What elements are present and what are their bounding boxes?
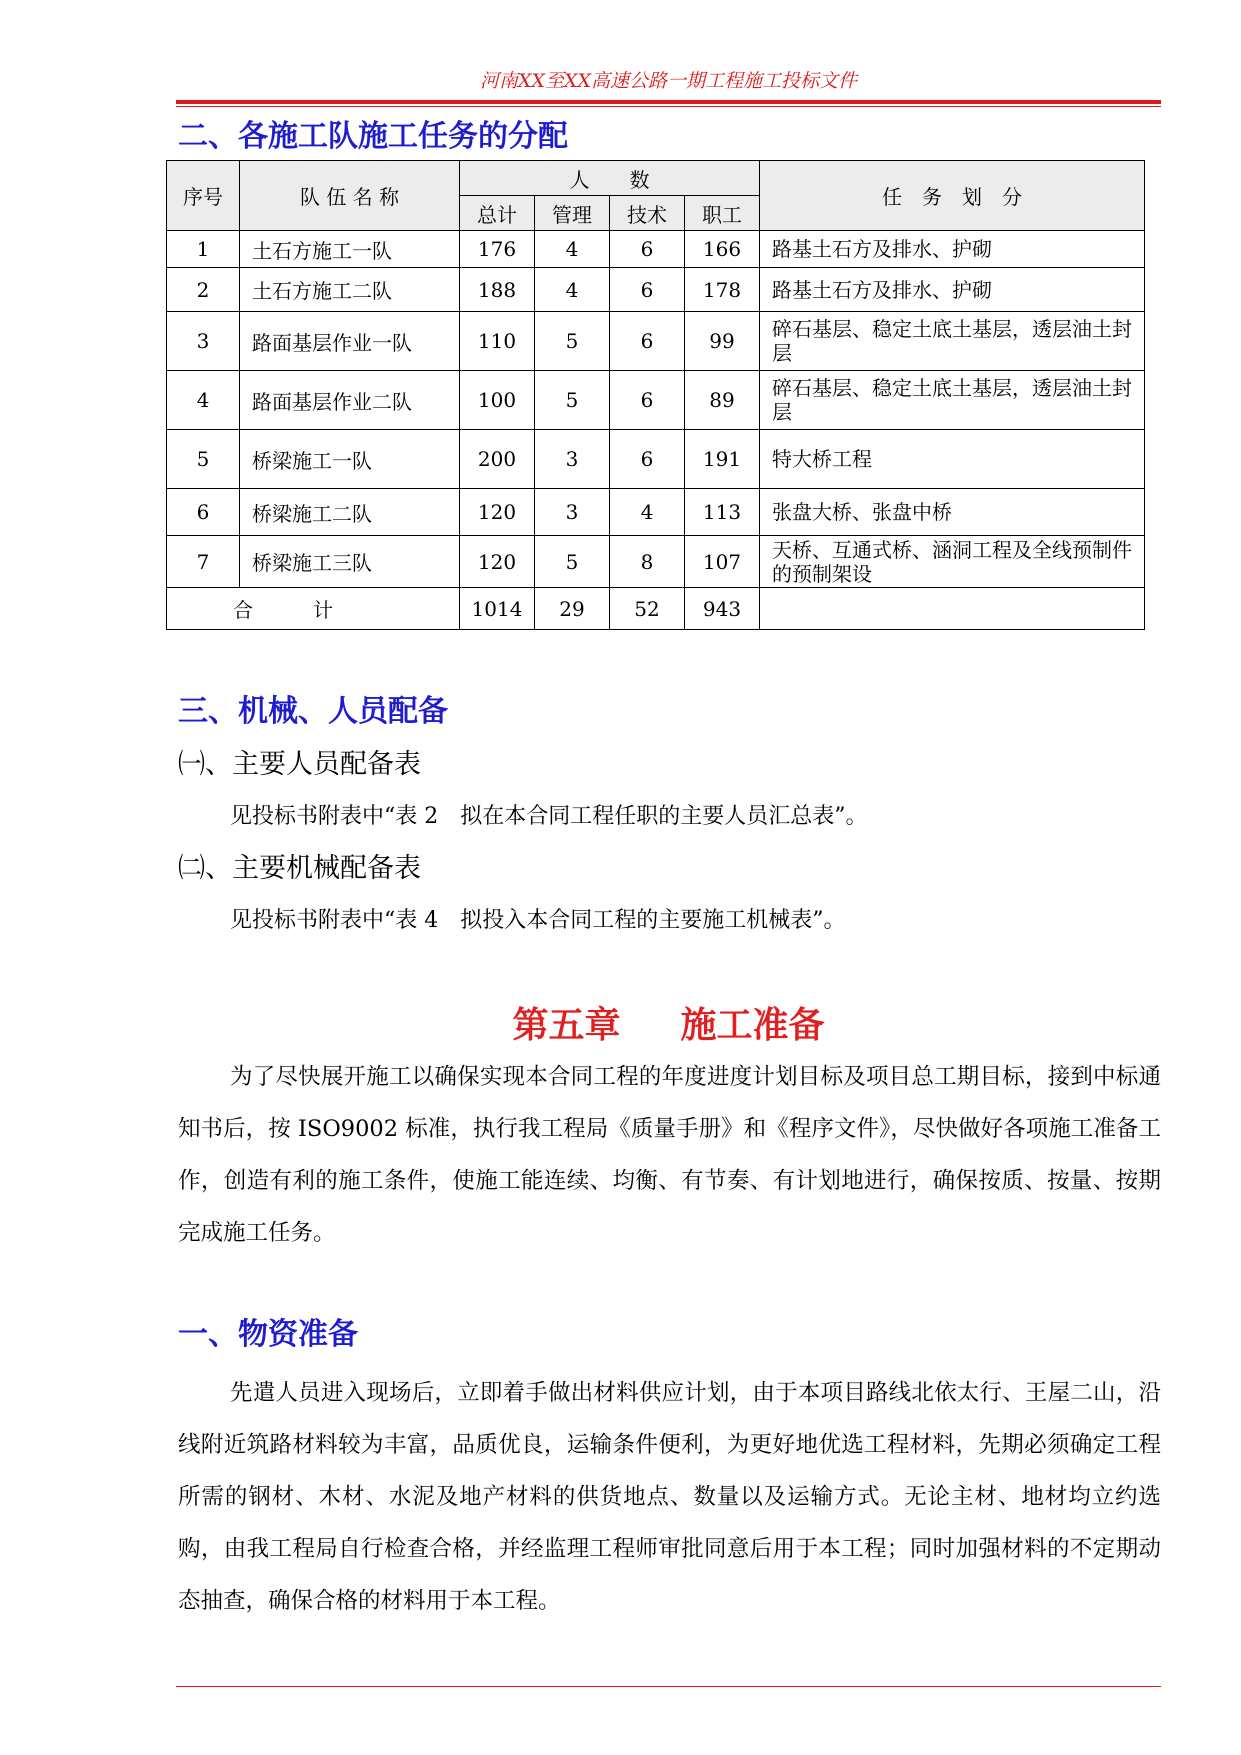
cell-seq: 2 [167, 268, 240, 312]
cell-total: 110 [460, 312, 535, 371]
cell-tech: 6 [610, 371, 685, 430]
cell-sum-staff: 943 [685, 588, 760, 630]
cell-task: 碎石基层、稳定土底土基层，透层油土封层 [760, 312, 1145, 371]
cell-name: 桥梁施工三队 [240, 536, 460, 588]
col-header-mgmt: 管理 [535, 196, 610, 231]
cell-seq: 5 [167, 430, 240, 489]
cell-mgmt: 3 [535, 489, 610, 536]
cell-total: 100 [460, 371, 535, 430]
section2-heading: 二、各施工队施工任务的分配 [178, 119, 568, 154]
cell-staff: 99 [685, 312, 760, 371]
cell-name: 桥梁施工一队 [240, 430, 460, 489]
section3-sub1: ㈠、主要人员配备表 [178, 749, 421, 780]
cell-staff: 178 [685, 268, 760, 312]
header-rule-thin [176, 106, 1161, 107]
chapter-number: 第五章 [512, 1005, 621, 1046]
table-row [167, 312, 1145, 371]
cell-mgmt: 4 [535, 231, 610, 268]
cell-name: 路面基层作业一队 [240, 312, 460, 371]
cell-seq: 1 [167, 231, 240, 268]
chapter-intro-paragraph: 为了尽快展开施工以确保实现本合同工程的年度进度计划目标及项目总工期目标，接到中标通知书后，按 ISO9002 标准，执行我工程局《质量手册》和《程序文件》，尽快做好各项施工准备工作，创造有利的施工条件，使施工能连续、均衡、有节奏、有计划地进行，确保按质、按量、按期完成施工任务。 [178, 1064, 1161, 1246]
cell-tech: 6 [610, 430, 685, 489]
table-row [167, 231, 1145, 268]
cell-tech: 6 [610, 312, 685, 371]
table-row [167, 371, 1145, 430]
section3-text1: 见投标书附表中“表 2 拟在本合同工程任职的主要人员汇总表”。 [230, 804, 868, 829]
cell-total: 188 [460, 268, 535, 312]
section3-text2: 见投标书附表中“表 4 拟投入本合同工程的主要施工机械表”。 [230, 908, 846, 933]
cell-seq: 6 [167, 489, 240, 536]
cell-tech: 6 [610, 231, 685, 268]
cell-task: 路基土石方及排水、护砌 [760, 231, 1145, 268]
cell-staff: 89 [685, 371, 760, 430]
cell-staff: 107 [685, 536, 760, 588]
chapter-heading [176, 1005, 1161, 1046]
cell-tech: 4 [610, 489, 685, 536]
cell-staff: 191 [685, 430, 760, 489]
page-header-title: 河南XX至XX高速公路一期工程施工投标文件 [479, 70, 858, 92]
col-header-task: 任 务 划 分 [760, 161, 1145, 231]
cell-sum-total: 1014 [460, 588, 535, 630]
cell-sum-label: 合计 [167, 588, 460, 630]
cell-mgmt: 5 [535, 536, 610, 588]
section3-heading: 三、机械、人员配备 [178, 694, 448, 729]
cell-task: 特大桥工程 [760, 430, 1145, 489]
table-row [167, 430, 1145, 489]
section1-paragraph: 先遣人员进入现场后，立即着手做出材料供应计划，由于本项目路线北依太行、王屋二山，沿线附近筑路材料较为丰富，品质优良，运输条件便利，为更好地优选工程材料，先期必须确定工程所需的钢材、木材、水泥及地产材料的供货地点、数量以及运输方式。无论主材、地材均立约选购，由我工程局自行检查合格，并经监理工程师审批同意后用于本工程；同时加强材料的不定期动态抽查，确保合格的材料用于本工程。 [178, 1380, 1161, 1614]
cell-sum-tech: 52 [610, 588, 685, 630]
cell-mgmt: 5 [535, 371, 610, 430]
cell-seq: 4 [167, 371, 240, 430]
cell-task: 碎石基层、稳定土底土基层，透层油土封层 [760, 371, 1145, 430]
table-row [167, 268, 1145, 312]
footer-rule [176, 1686, 1161, 1687]
cell-tech: 6 [610, 268, 685, 312]
cell-task: 天桥、互通式桥、涵洞工程及全线预制件的预制架设 [760, 536, 1145, 588]
cell-sum-mgmt: 29 [535, 588, 610, 630]
cell-name: 路面基层作业二队 [240, 371, 460, 430]
cell-staff: 166 [685, 231, 760, 268]
col-header-name: 队 伍 名 称 [240, 161, 460, 231]
cell-sum-task [760, 588, 1145, 630]
cell-task: 张盘大桥、张盘中桥 [760, 489, 1145, 536]
cell-total: 120 [460, 489, 535, 536]
header-rule [176, 100, 1161, 104]
cell-seq: 7 [167, 536, 240, 588]
cell-total: 120 [460, 536, 535, 588]
cell-total: 200 [460, 430, 535, 489]
cell-mgmt: 5 [535, 312, 610, 371]
cell-total: 176 [460, 231, 535, 268]
cell-task: 路基土石方及排水、护砌 [760, 268, 1145, 312]
cell-name: 桥梁施工二队 [240, 489, 460, 536]
chapter-title: 施工准备 [680, 1005, 825, 1046]
col-header-staff: 职工 [685, 196, 760, 231]
section3-sub2: ㈡、主要机械配备表 [178, 853, 421, 884]
cell-tech: 8 [610, 536, 685, 588]
cell-mgmt: 3 [535, 430, 610, 489]
cell-seq: 3 [167, 312, 240, 371]
section1-heading: 一、物资准备 [178, 1317, 358, 1352]
table-row-sum [167, 588, 1145, 630]
col-header-total: 总计 [460, 196, 535, 231]
col-header-seq: 序号 [167, 161, 240, 231]
cell-name: 土石方施工一队 [240, 231, 460, 268]
cell-mgmt: 4 [535, 268, 610, 312]
cell-name: 土石方施工二队 [240, 268, 460, 312]
cell-staff: 113 [685, 489, 760, 536]
table-row [167, 489, 1145, 536]
table-row [167, 536, 1145, 588]
col-header-people: 人 数 [460, 161, 760, 196]
col-header-tech: 技术 [610, 196, 685, 231]
task-distribution-table [166, 160, 1145, 630]
